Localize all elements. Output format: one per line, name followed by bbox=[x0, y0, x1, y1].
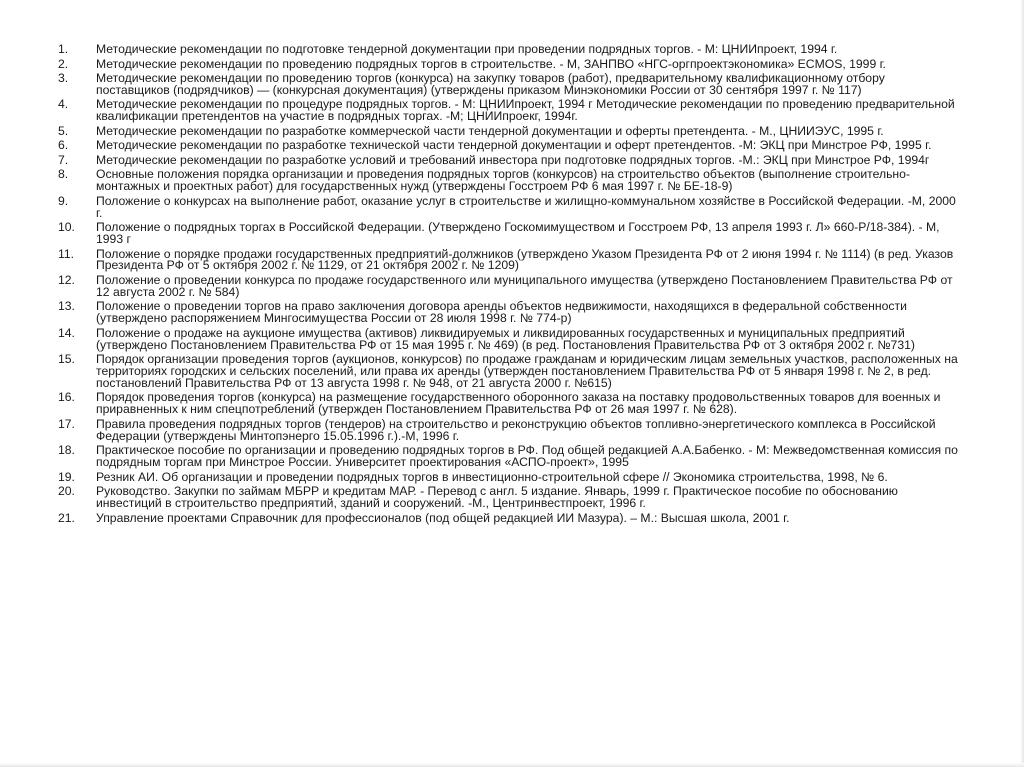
reference-item bbox=[58, 325, 958, 352]
reference-item bbox=[58, 56, 958, 71]
reference-item bbox=[58, 392, 958, 416]
reference-text: Методические рекомендации по процедуре подрядных торгов. - М: ЦНИИпроект, 1994 г Методические рекомендации по проведению предварительной квалификации претендентов на участие в подрядных торгах. -М; ЦНИИпроекг, 1994г. bbox=[96, 97, 955, 124]
reference-text: Методические рекомендации по разработке условий и требований инвестора при подготовке подрядных торгов. -М.: ЭКЦ при Минстрое РФ, 1994г bbox=[96, 152, 930, 167]
reference-text: Резник АИ. Об организации и проведении подрядных торгов в инвестиционно-строительной сфере // Экономика строительства, 1998, № 6. bbox=[96, 469, 888, 484]
reference-text: Основные положения порядка организации и проведения подрядных торгов (конкурсов) на строительство объектов (выполнение строительно-монтажных и проектных работ) для государственных нужд (утверждены Госстроем РФ 6 мая 1997 г. № БЕ-18-9) bbox=[96, 167, 911, 194]
reference-number: 21. bbox=[58, 510, 75, 525]
reference-text: Порядок организации проведения торгов (аукционов, конкурсов) по продаже гражданам и юридическим лицам земельных участков, расположенных на территориях городских и сельских поселений, или права их аренды (утвержден постановлением Правительства РФ от 5 января 1998 г. № 2, в ред. постановлений Правительства РФ от 13 августа 1998 г. № 948, от 21 августа 2000 г. №615) bbox=[96, 352, 958, 390]
reference-text: Положение о проведении конкурса по продаже государственного или муниципального имущества (утверждено Постановлением Правительства РФ от 12 августа 2002 г. № 584) bbox=[96, 272, 953, 299]
reference-number: 6. bbox=[58, 138, 69, 153]
reference-text: Методические рекомендации по разработке технической части тендерной документации и оферт претендентов. -М: ЭКЦ при Минстрое РФ, 1995 г. bbox=[96, 138, 932, 153]
reference-item bbox=[58, 99, 958, 123]
reference-text: Управление проектами Справочник для профессионалов (под общей редакцией ИИ Мазура). – М.: Высшая школа, 2001 г. bbox=[96, 510, 790, 525]
reference-item bbox=[58, 222, 958, 246]
reference-number: 16. bbox=[58, 390, 75, 405]
reference-item bbox=[58, 445, 958, 469]
reference-text: Положение о подрядных торгах в Российской Федерации. (Утверждено Госкомимуществом и Госстроем РФ, 13 апреля 1993 г. Л» 660-Р/18-384). - М, 1993 г bbox=[96, 220, 940, 247]
reference-text: Положение о порядке продажи государственных предприятий-должников (утверждено Указом Президента РФ от 2 июня 1994 г. № 1114) (в ред. Указов Президента РФ от 5 октября 2002 г. № 1129, от 21 октября 2002 г. № 1209) bbox=[96, 246, 954, 273]
reference-item bbox=[58, 152, 958, 167]
reference-number: 12. bbox=[58, 272, 75, 287]
reference-number: 15. bbox=[58, 352, 75, 367]
reference-item bbox=[58, 354, 958, 390]
reference-text: Порядок проведения торгов (конкурса) на размещение государственного оборонного заказа на поставку продовольственных товаров для военных и приравненных к ним спецпотреблений (утвержден Постановлением Правительства РФ от 26 мая 1997 г. № 628). bbox=[96, 390, 941, 417]
reference-text: Методические рекомендации по разработке коммерческой части тендерной документации и оферты претендента. - М., ЦНИИЭУС, 1995 г. bbox=[96, 123, 884, 138]
reference-number: 10. bbox=[58, 220, 75, 235]
reference-number: 20. bbox=[58, 484, 75, 499]
reference-number: 13. bbox=[58, 299, 75, 314]
reference-text: Практическое пособие по организации и проведению подрядных торгов в РФ. Под общей редакцией А.А.Бабенко. - М: Межведомственная комиссия по подрядным торгам при Минстрое России. Университет проектирования «АСПО-проект», 1995 bbox=[96, 443, 958, 470]
reference-number: 1. bbox=[58, 42, 69, 56]
reference-list bbox=[58, 44, 958, 527]
reference-number: 4. bbox=[58, 97, 69, 112]
reference-item bbox=[58, 486, 958, 510]
reference-item bbox=[58, 169, 958, 193]
reference-number: 17. bbox=[58, 416, 75, 431]
reference-number: 7. bbox=[58, 152, 69, 167]
reference-number: 18. bbox=[58, 443, 75, 458]
reference-text: Положение о продаже на аукционе имущества (активов) ликвидируемых и ликвидированных государственных и муниципальных предприятий (утверждено Постановлением Правительства РФ от 15 мая 1995 г. № 469) (в ред. Постановления Правительства РФ от 3 октября 2002 г. №731) bbox=[96, 325, 915, 352]
page-edge-shadow-right bbox=[1020, 0, 1024, 767]
reference-item bbox=[58, 510, 958, 525]
reference-number: 2. bbox=[58, 56, 69, 71]
reference-text: Положение о проведении торгов на право заключения договора аренды объектов недвижимости, находящихся в федеральной собственности (утверждено распоряжением Мингосимущества России от 28 июля 1998 г. № 774-р) bbox=[96, 299, 907, 326]
reference-number: 11. bbox=[58, 246, 75, 261]
reference-number: 8. bbox=[58, 167, 69, 182]
reference-number: 9. bbox=[58, 193, 69, 208]
reference-item bbox=[58, 140, 958, 152]
reference-item bbox=[58, 246, 958, 273]
reference-item bbox=[58, 301, 958, 325]
reference-number: 14. bbox=[58, 325, 75, 340]
reference-text: Методические рекомендации по проведению торгов (конкурса) на закупку товаров (работ), предварительному квалификационному отбору поставщиков (подрядчиков) — (конкурсная документация) (утверждены приказом Минэкономики России от 30 сентября 1997 г. № 117) bbox=[96, 71, 885, 97]
reference-item bbox=[58, 193, 958, 220]
reference-item bbox=[58, 272, 958, 299]
page-edge-shadow-bottom bbox=[0, 763, 1024, 767]
reference-item bbox=[58, 44, 958, 56]
reference-number: 3. bbox=[58, 71, 69, 85]
reference-number: 5. bbox=[58, 123, 69, 138]
reference-item bbox=[58, 73, 958, 97]
reference-item bbox=[58, 123, 958, 138]
reference-text: Методические рекомендации по подготовке тендерной документации при проведении подрядных торгов. - М: ЦНИИпроект, 1994 г. bbox=[96, 42, 838, 56]
reference-text: Руководство. Закупки по займам МБРР и кредитам МАР. - Перевод с англ. 5 издание. Январь, 1999 г. Практическое пособие по обоснованию инвестиций в строительство предприятий, зданий и сооружений. -М., Центринвестпроект, 1996 г. bbox=[96, 484, 898, 511]
reference-text: Методические рекомендации по проведению подрядных торгов в строительстве. - М, ЗАНПВО «НГС-оргпроектэкономика» ECMOS, 1999 г. bbox=[96, 56, 886, 71]
reference-text: Правила проведения подрядных торгов (тендеров) на строительство и реконструкцию объектов топливно-энергетического комплекса в Российской Федерации (утверждены Минтопэнерго 15.05.1996 г.).-М, 1996 г. bbox=[96, 416, 936, 443]
reference-number: 19. bbox=[58, 469, 75, 484]
reference-text: Положение о конкурсах на выполнение работ, оказание услуг в строительстве и жилищно-коммунальном хозяйстве в Российской Федерации. -М, 2000 г. bbox=[96, 193, 956, 220]
reference-item bbox=[58, 416, 958, 443]
reference-item bbox=[58, 469, 958, 484]
